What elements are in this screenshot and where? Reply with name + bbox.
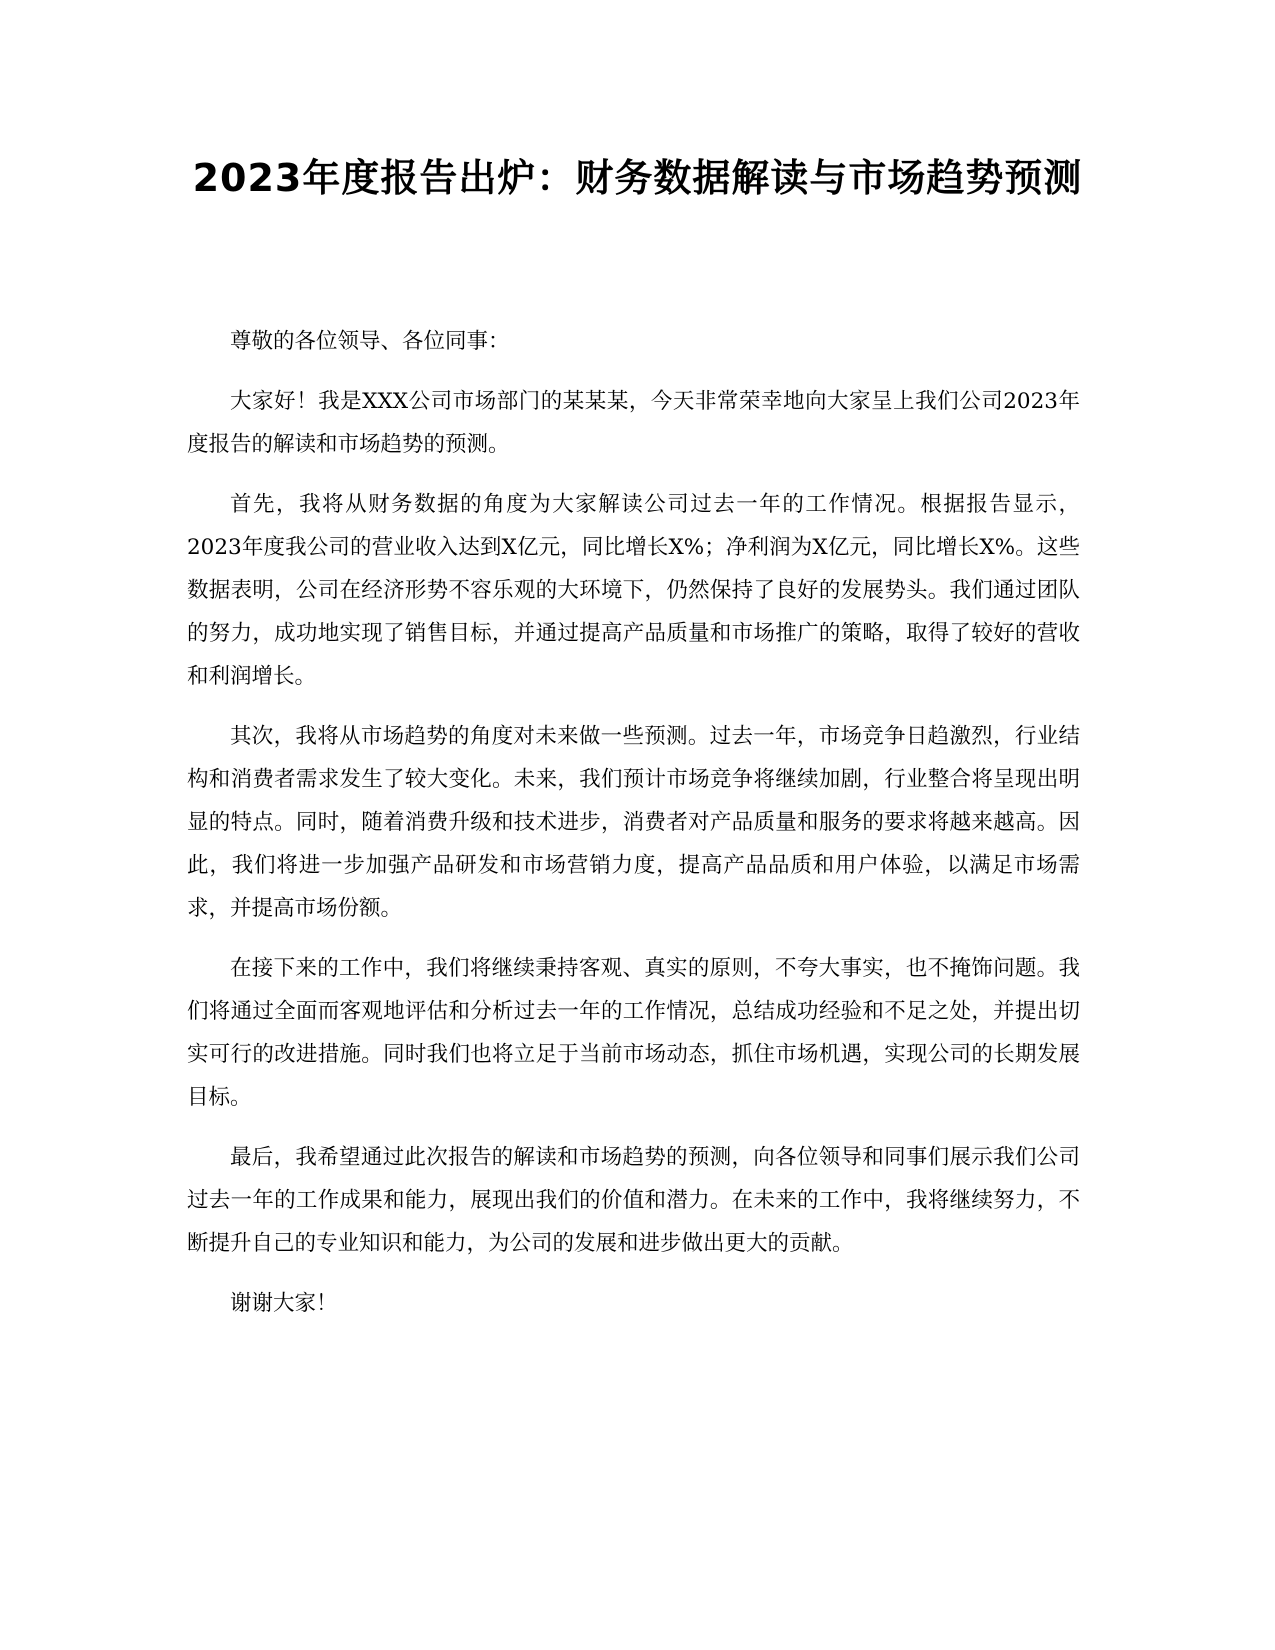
- salutation: 尊敬的各位领导、各位同事：: [230, 329, 510, 354]
- paragraph-conclusion: 最后，我希望通过此次报告的解读和市场趋势的预测，向各位领导和同事们展示我们公司过去一年的工作成果和能力，展现出我们的价值和潜力。在未来的工作中，我将继续努力，不断提升自己的专业知识和能力，为公司的发展和进步做出更大的贡献。: [187, 1145, 1080, 1256]
- closing-thanks: 谢谢大家！: [230, 1291, 338, 1316]
- document-body: [187, 320, 1080, 1342]
- paragraph-greeting: 大家好！我是XXX公司市场部门的某某某，今天非常荣幸地向大家呈上我们公司2023年度报告的解读和市场趋势的预测。: [187, 389, 1080, 457]
- paragraph-financial-data: 首先，我将从财务数据的角度为大家解读公司过去一年的工作情况。根据报告显示，2023年度我公司的营业收入达到X亿元，同比增长X%；净利润为X亿元，同比增长X%。这些数据表明，公司在经济形势不容乐观的大环境下，仍然保持了良好的发展势头。我们通过团队的努力，成功地实现了销售目标，并通过提高产品质量和市场推广的策略，取得了较好的营收和利润增长。: [187, 492, 1080, 689]
- document-title: 2023年度报告出炉：财务数据解读与市场趋势预测: [192, 156, 1083, 200]
- paragraph-next-work: 在接下来的工作中，我们将继续秉持客观、真实的原则，不夸大事实，也不掩饰问题。我们将通过全面而客观地评估和分析过去一年的工作情况，总结成功经验和不足之处，并提出切实可行的改进措施。同时我们也将立足于当前市场动态，抓住市场机遇，实现公司的长期发展目标。: [187, 956, 1080, 1110]
- paragraph-market-trends: 其次，我将从市场趋势的角度对未来做一些预测。过去一年，市场竞争日趋激烈，行业结构和消费者需求发生了较大变化。未来，我们预计市场竞争将继续加剧，行业整合将呈现出明显的特点。同时，随着消费升级和技术进步，消费者对产品质量和服务的要求将越来越高。因此，我们将进一步加强产品研发和市场营销力度，提高产品品质和用户体验，以满足市场需求，并提高市场份额。: [187, 724, 1080, 921]
